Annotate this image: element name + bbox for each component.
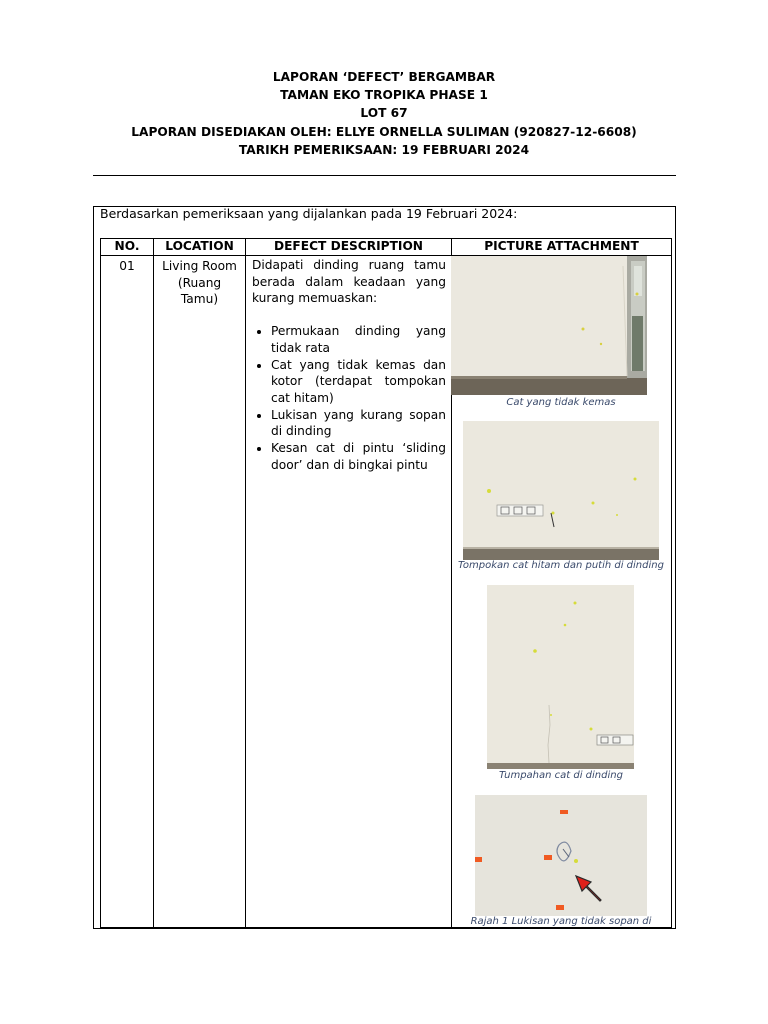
photo-caption: Cat yang tidak kemas <box>506 397 616 408</box>
defect-list <box>252 323 446 473</box>
defect-photo-2 <box>463 421 659 560</box>
column-header-pictures: PICTURE ATTACHMENT <box>452 239 672 256</box>
header-divider <box>93 175 676 176</box>
row-pictures <box>452 256 672 928</box>
defect-list-item: • Kesan cat di pintu ‘sliding door’ dan di bingkai pintu <box>271 440 446 473</box>
project-name: TAMAN EKO TROPIKA PHASE 1 <box>280 88 488 103</box>
defect-photo-1 <box>451 256 647 395</box>
defect-photo-3 <box>487 585 634 769</box>
lot-number: LOT 67 <box>360 106 408 121</box>
row-description <box>246 256 452 928</box>
column-header-location: LOCATION <box>154 239 246 256</box>
intro-text: Berdasarkan pemeriksaan yang dijalankan pada 19 Februari 2024: <box>100 206 518 221</box>
table-header-row <box>101 239 672 256</box>
photo-caption: Rajah 1 Lukisan yang tidak sopan di <box>470 916 652 927</box>
description-text: Didapati dinding ruang tamu berada dalam keadaan yang kurang memuaskan: <box>252 258 446 306</box>
defect-photo-4 <box>475 795 647 916</box>
inspection-date: TARIKH PEMERIKSAAN: 19 FEBRUARI 2024 <box>238 142 530 157</box>
defect-list-item: • Lukisan yang kurang sopan di dinding <box>271 407 446 440</box>
location-line: Tamu) <box>180 292 219 306</box>
table-row <box>101 256 672 928</box>
row-number: 01 <box>101 256 154 928</box>
photo-caption: Tompokan cat hitam dan putih di dinding <box>458 560 664 571</box>
photo-caption: Tumpahan cat di dinding <box>499 770 623 781</box>
location-line: (Ruang <box>177 275 222 290</box>
defect-list-item: • Permukaan dinding yang tidak rata <box>271 323 446 356</box>
report-title: LAPORAN ‘DEFECT’ BERGAMBAR <box>272 70 496 84</box>
defect-table <box>100 238 672 928</box>
report-header <box>0 68 768 159</box>
defect-list-item: • Cat yang tidak kemas dan kotor (terdapat tompokan cat hitam) <box>271 357 446 407</box>
prepared-by: LAPORAN DISEDIAKAN OLEH: ELLYE ORNELLA SULIMAN (920827-12-6608) <box>131 124 637 139</box>
column-header-no: NO. <box>101 239 154 256</box>
location-line: Living Room <box>162 259 237 273</box>
row-location <box>154 256 246 928</box>
column-header-description: DEFECT DESCRIPTION <box>246 239 452 256</box>
